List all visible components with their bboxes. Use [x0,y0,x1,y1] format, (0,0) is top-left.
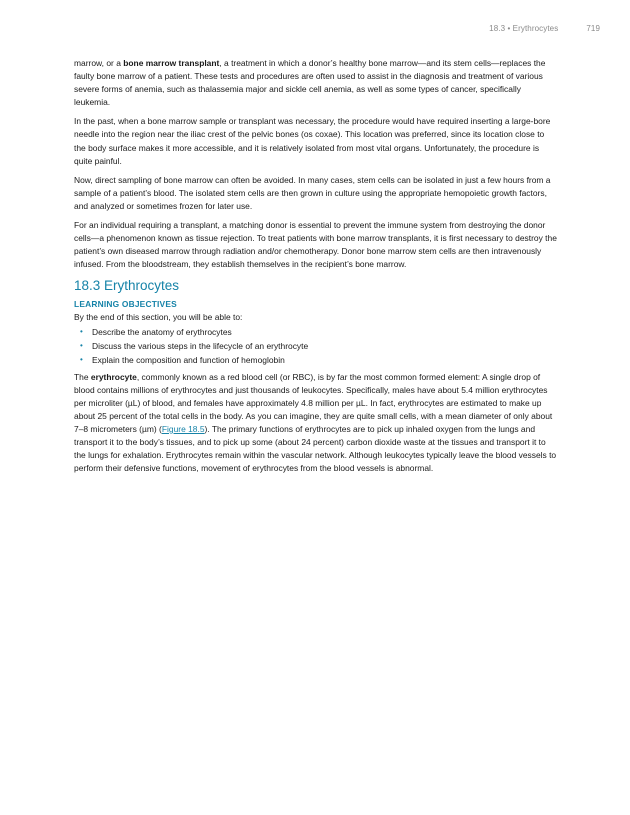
running-head-section: 18.3 • Erythrocytes [489,24,559,33]
objective-item: • Describe the anatomy of erythrocytes [80,326,232,337]
paragraph-past-procedure: In the past, when a bone marrow sample or transplant was necessary, the procedure would have required inserting a large-bore needle into the region near the iliac crest of the pelvic bones (os coxae). This location was preferred, since its location close to the body surface makes it more accessible, and it is relatively isolated from most vital organs. Unfortunately, the procedure is quite painful. [74,116,551,166]
paragraph-bone-marrow-transplant: marrow, or a bone marrow transplant, a treatment in which a donor’s healthy bone marrow—and its stem cells—replaces the faulty bone marrow of a patient. These tests and procedures are often used to assist in the diagnosis and treatment of various severe forms of anemia, such as thalassemia major and sickle cell anemia, as well as some types of cancer, specifically leukemia. [74,58,546,108]
paragraph-erythrocyte: The erythrocyte, commonly known as a red blood cell (or RBC), is by far the most common formed element: A single drop of blood contains millions of erythrocytes and just thousands of leukocytes. Specifically, males have about 5.4 million erythrocytes per microliter (µL) of blood, and females have approximately 4.8 million per µL. In fact, erythrocytes are estimated to make up about 25 percent of the total cells in the body. As you can imagine, they are quite small cells, with a mean diameter of only about 7–8 micrometers (µm) (Figure 18.5). The primary functions of erythrocytes are to pick up inhaled oxygen from the lungs and transport it to the body’s tissues, and to pick up some (about 24 percent) carbon dioxide waste at the tissues and transport it to the lungs for exhalation. Erythrocytes remain within the vascular network. Although leukocytes typically leave the blood vessels to perform their defensive functions, movement of erythrocytes from the blood vessels is abnormal. [74,371,557,474]
learning-objectives-list [74,325,558,367]
running-head [489,24,600,33]
paragraph-direct-sampling: Now, direct sampling of bone marrow can often be avoided. In many cases, stem cells can be isolated in just a few hours from a sample of a patient’s blood. The isolated stem cells are then grown in culture using the appropriate hemopoietic growth factors, and analyzed or sometimes frozen for later use. [74,174,551,211]
term-bone-marrow-transplant: bone marrow transplant [123,58,220,68]
objective-item: • Discuss the various steps in the lifecycle of an erythrocyte [80,340,309,351]
bullet-icon: • [80,354,83,364]
objective-item: • Explain the composition and function of hemoglobin [80,354,285,365]
bullet-icon: • [80,340,83,350]
page-number: 719 [586,24,600,33]
section-title: 18.3 Erythrocytes [74,278,180,294]
learning-objectives-heading: LEARNING OBJECTIVES [74,299,177,310]
paragraph-matching-donor: For an individual requiring a transplant, a matching donor is essential to prevent the immune system from destroying the donor cells—a phenomenon known as tissue rejection. To treat patients with bone marrow transplants, it is first necessary to destroy the patient’s own diseased marrow through radiation and/or chemotherapy. Donor bone marrow stem cells are then intravenously infused. From the bloodstream, they establish themselves in the recipient’s bone marrow. [74,220,557,270]
term-erythrocyte: erythrocyte [90,371,137,382]
page-content [74,57,558,481]
bullet-icon: • [80,326,83,336]
learning-objectives-intro: By the end of this section, you will be able to: [74,312,243,323]
figure-link[interactable]: Figure 18.5 [161,423,205,434]
